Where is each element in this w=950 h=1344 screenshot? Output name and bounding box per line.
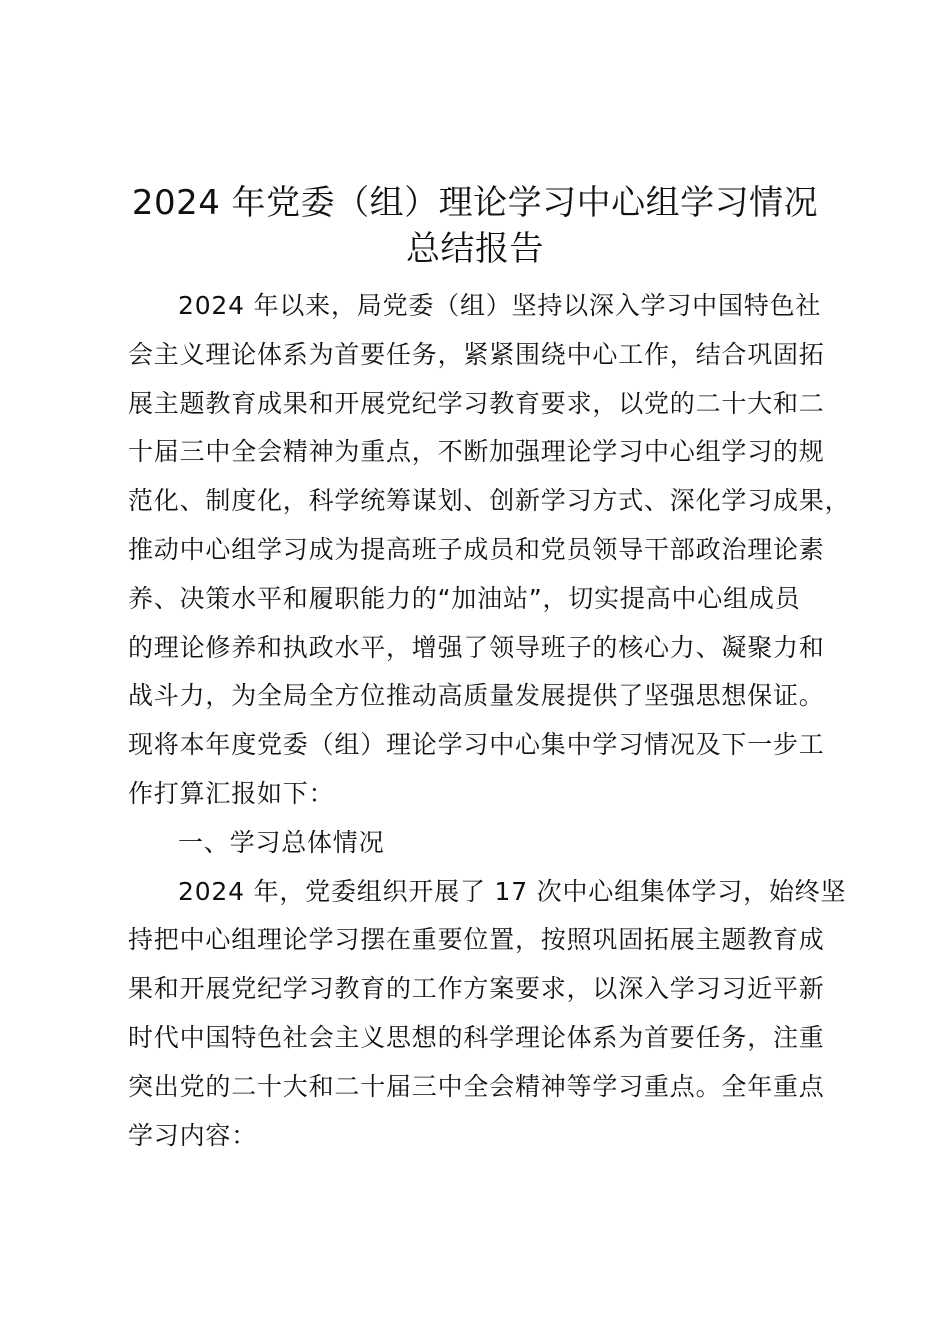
body-line: 现将本年度党委（组）理论学习中心集中学习情况及下一步工 <box>128 730 825 760</box>
body-line: 突出党的二十大和二十届三中全会精神等学习重点。全年重点 <box>128 1071 825 1101</box>
body-line: 2024 年以来，局党委（组）坚持以深入学习中国特色社 <box>178 291 822 320</box>
document-body <box>128 282 852 1160</box>
body-line: 推动中心组学习成为提高班子成员和党员领导干部政治理论素 <box>128 534 825 564</box>
body-line: 一、学习总体情况 <box>178 827 385 857</box>
body-line: 展主题教育成果和开展党纪学习教育要求，以党的二十大和二 <box>128 388 825 418</box>
body-line: 学习内容： <box>128 1120 258 1150</box>
body-line: 持把中心组理论学习摆在重要位置，按照巩固拓展主题教育成 <box>128 925 825 955</box>
body-line: 果和开展党纪学习教育的工作方案要求，以深入学习习近平新 <box>128 974 825 1004</box>
body-line: 2024 年，党委组织开展了 17 次中心组集体学习，始终坚 <box>178 876 847 906</box>
title-line-1: 2024 年党委（组）理论学习中心组学习情况 <box>131 183 819 223</box>
body-line: 范化、制度化，科学统筹谋划、创新学习方式、深化学习成果， <box>128 486 851 516</box>
body-line: 战斗力，为全局全方位推动高质量发展提供了坚强思想保证。 <box>128 681 825 711</box>
body-line: 时代中国特色社会主义思想的科学理论体系为首要任务，注重 <box>128 1022 825 1052</box>
body-line: 十届三中全会精神为重点，不断加强理论学习中心组学习的规 <box>128 437 825 467</box>
body-line: 的理论修养和执政水平，增强了领导班子的核心力、凝聚力和 <box>128 632 825 662</box>
body-line: 作打算汇报如下： <box>128 778 335 808</box>
body-line: 养、决策水平和履职能力的“加油站”，切实提高中心组成员 <box>128 583 801 613</box>
title-line-2: 总结报告 <box>406 229 544 269</box>
body-line: 会主义理论体系为首要任务，紧紧围绕中心工作，结合巩固拓 <box>128 339 825 369</box>
document-title <box>110 180 840 272</box>
